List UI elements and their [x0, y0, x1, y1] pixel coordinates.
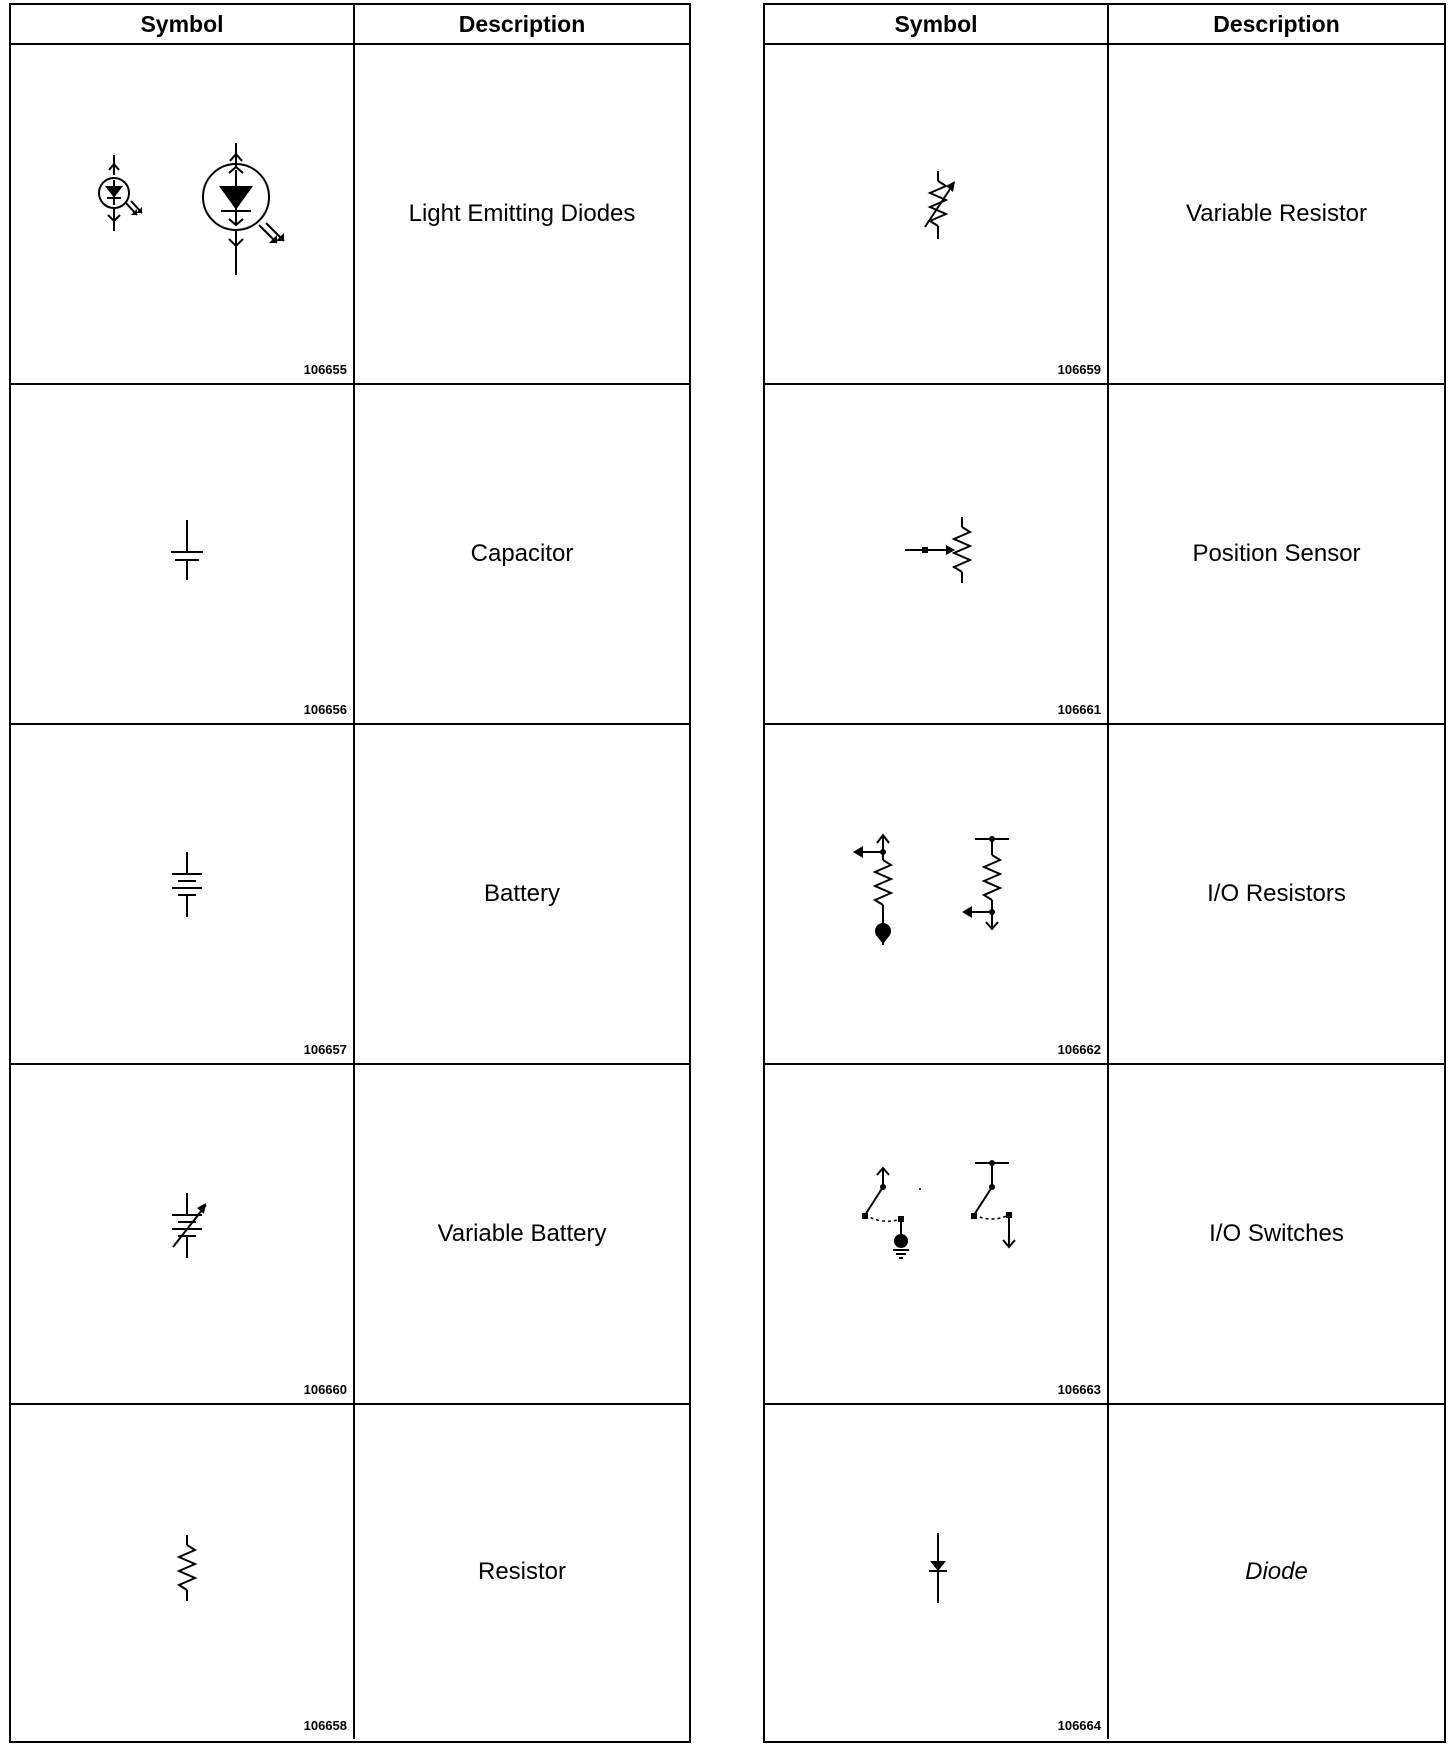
figure-code: 106657: [303, 1042, 347, 1057]
table-row: [11, 725, 689, 1065]
description-cell: Resistor: [477, 1558, 567, 1585]
symbol-cell: [765, 1405, 1109, 1739]
figure-code: 106662: [1057, 1042, 1101, 1057]
figure-code: 106660: [303, 1382, 347, 1397]
position-sensor-icon: [765, 385, 1109, 725]
figure-code: 106659: [1057, 362, 1101, 377]
figure-code: 106661: [1057, 702, 1101, 717]
figure-code: 106664: [1057, 1718, 1101, 1733]
symbol-cell: [765, 385, 1109, 723]
symbol-cell: [11, 1405, 355, 1739]
table-header: [765, 5, 1444, 45]
figure-code: 106663: [1057, 1382, 1101, 1397]
table-row: [765, 45, 1444, 385]
table-header: [11, 5, 689, 45]
symbol-cell: [11, 45, 355, 383]
description-cell: Variable Resistor: [1186, 200, 1367, 227]
resistor-icon: [11, 1405, 355, 1739]
description-column-header: Description: [1213, 10, 1340, 37]
variable-battery-icon: [11, 1065, 355, 1405]
symbol-cell: [765, 725, 1109, 1063]
light-emitting-diodes-icon: [11, 45, 355, 385]
description-cell: Light Emitting Diodes: [408, 200, 636, 227]
description-cell: Capacitor: [470, 540, 574, 567]
description-cell: Variable Battery: [437, 1220, 607, 1247]
symbol-cell: [11, 725, 355, 1063]
description-column-header: Description: [458, 10, 586, 37]
symbol-table-right: [763, 3, 1446, 1743]
figure-code: 106656: [303, 702, 347, 717]
table-row: [765, 1065, 1444, 1405]
symbol-cell: [11, 385, 355, 723]
table-row: [11, 1405, 689, 1739]
io-switches-icon: [765, 1065, 1109, 1405]
figure-code: 106658: [303, 1718, 347, 1733]
symbol-cell: [765, 45, 1109, 383]
battery-icon: [11, 725, 355, 1065]
symbol-table-left: [9, 3, 691, 1743]
description-cell: I/O Resistors: [1207, 880, 1346, 907]
capacitor-icon: [11, 385, 355, 725]
description-cell: I/O Switches: [1209, 1220, 1344, 1247]
table-row: [11, 45, 689, 385]
symbol-column-header: Symbol: [11, 5, 355, 43]
description-cell: Position Sensor: [1192, 540, 1361, 567]
table-row: [765, 725, 1444, 1065]
symbol-cell: [11, 1065, 355, 1403]
symbol-column-header: Symbol: [765, 5, 1109, 43]
io-resistors-icon: [765, 725, 1109, 1065]
table-row: [11, 1065, 689, 1405]
table-row: [765, 1405, 1444, 1739]
table-row: [765, 385, 1444, 725]
description-cell: Battery: [483, 880, 561, 907]
variable-resistor-icon: [765, 45, 1109, 385]
symbol-cell: [765, 1065, 1109, 1403]
table-row: [11, 385, 689, 725]
figure-code: 106655: [303, 362, 347, 377]
description-cell: Diode: [1245, 1558, 1308, 1585]
diode-icon: [765, 1405, 1109, 1739]
